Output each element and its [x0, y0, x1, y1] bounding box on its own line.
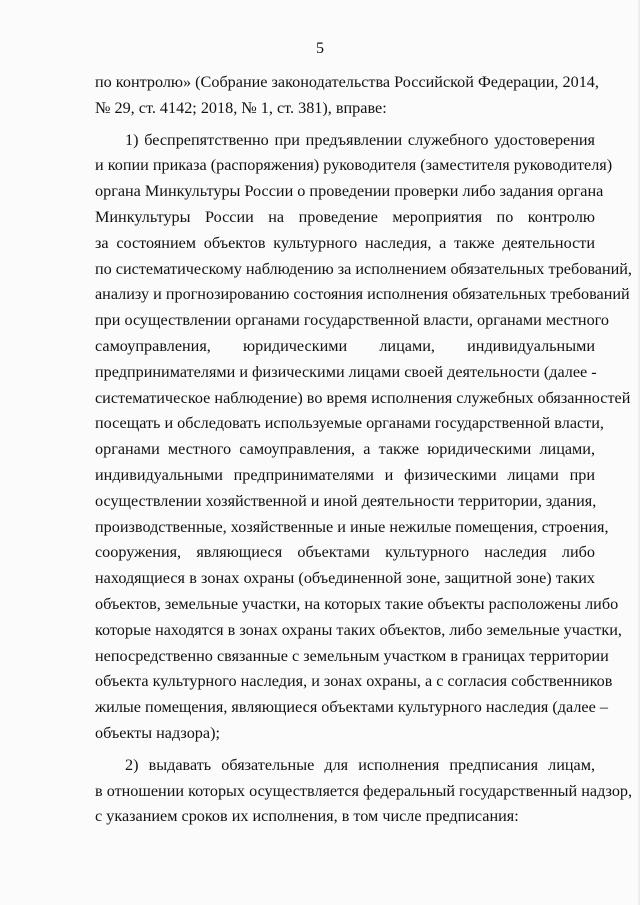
page-number: 5: [316, 40, 324, 57]
text-line: Минкультуры России на проведение мероприятия по контролю: [95, 207, 595, 226]
text-line: объекта культурного наследия, и зонах охраны, а с согласия собственников: [95, 672, 613, 691]
text-line: сооружения, являющиеся объектами культурного наследия либо: [95, 543, 595, 562]
text-line: за состоянием объектов культурного наследия, а также деятельности: [95, 233, 595, 252]
text-line: объектов, земельные участки, на которых такие объекты расположены либо: [95, 594, 619, 613]
text-line: органа Минкультуры России о проведении проверки либо задания органа: [95, 182, 604, 201]
text-line: 2) выдавать обязательные для исполнения предписания лицам,: [125, 755, 595, 774]
text-line: производственные, хозяйственные и иные нежилые помещения, строения,: [95, 517, 609, 536]
text-line: предпринимателями и физическими лицами своей деятельности (далее -: [95, 362, 597, 381]
text-line: и копии приказа (распоряжения) руководителя (заместителя руководителя): [95, 156, 613, 175]
text-line: объекты надзора);: [95, 723, 220, 742]
text-line: осуществлении хозяйственной и иной деятельности территории, здания,: [95, 491, 597, 510]
text-line: с указанием сроков их исполнения, в том числе предписания:: [95, 807, 519, 826]
text-line: систематическое наблюдение) во время исполнения служебных обязанностей: [95, 388, 631, 407]
text-line: самоуправления, юридическими лицами, индивидуальными: [95, 336, 595, 355]
text-line: индивидуальными предпринимателями и физическими лицами при: [95, 465, 595, 484]
text-line: при осуществлении органами государственной власти, органами местного: [95, 311, 609, 330]
text-line: 1) беспрепятственно при предъявлении служебного удостоверения: [125, 130, 595, 149]
text-line: непосредственно связанные с земельным участком в границах территории: [95, 646, 609, 665]
text-line: анализу и прогнозированию состояния исполнения обязательных требований: [95, 285, 630, 304]
text-line: по систематическому наблюдению за исполнением обязательных требований,: [95, 259, 632, 278]
text-line: посещать и обследовать используемые органами государственной власти,: [95, 414, 604, 433]
text-line: находящиеся в зонах охраны (объединенной зоне, защитной зоне) таких: [95, 569, 595, 588]
text-line: жилые помещения, являющиеся объектами культурного наследия (далее –: [95, 698, 608, 717]
text-line: по контролю» (Собрание законодательства Российской Федерации, 2014,: [95, 73, 599, 91]
text-line: в отношении которых осуществляется федеральный государственный надзор,: [95, 781, 633, 800]
text-line: которые находятся в зонах охраны таких объектов, либо земельные участки,: [95, 620, 622, 639]
text-line: органами местного самоуправления, а также юридическими лицами,: [95, 440, 595, 459]
text-line: № 29, ст. 4142; 2018, № 1, ст. 381), вправе:: [95, 98, 387, 117]
document-body: [95, 70, 633, 830]
